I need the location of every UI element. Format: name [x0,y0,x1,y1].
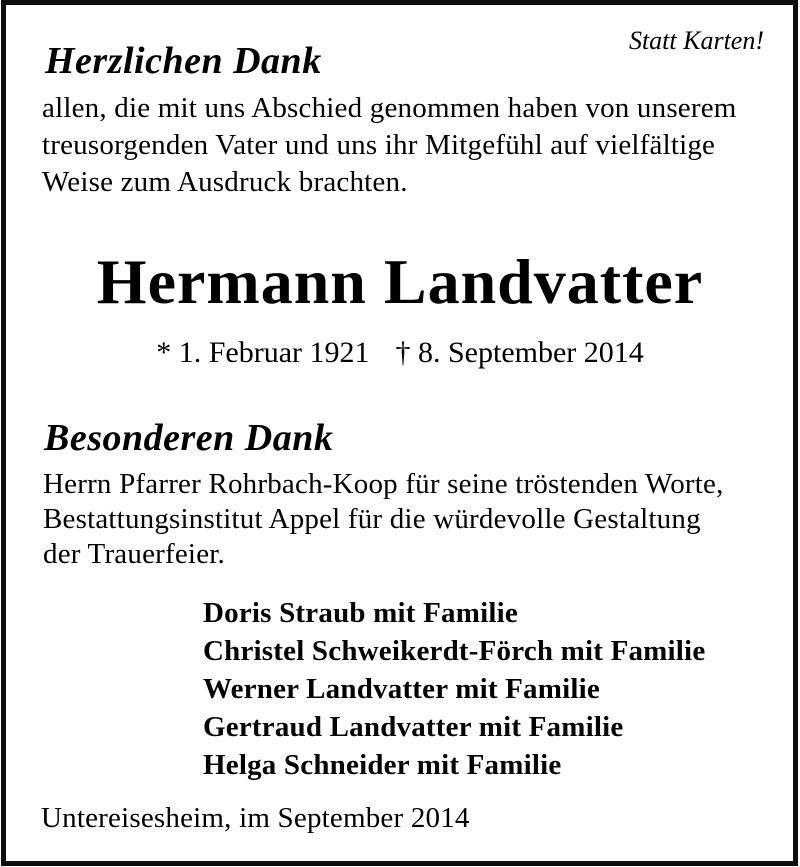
pre-note-statt-karten: Statt Karten! [628,26,764,55]
thanks-heading: Herzlichen Dank [45,40,322,82]
death-date: † 8. September 2014 [395,336,644,369]
special-thanks-line: Bestattungsinstitut Appel für die würdevolle Gestaltung [43,503,701,535]
mourner-item: Helga Schneider mit Familie [203,749,562,781]
birth-date: * 1. Februar 1921 [156,336,370,369]
mourners-list [203,594,705,784]
place-and-date: Untereisesheim, im September 2014 [41,802,470,834]
mourner-item: Doris Straub mit Familie [203,597,518,629]
mourner-item: Christel Schweikerdt-Förch mit Familie [203,635,706,667]
thanks-paragraph-line: allen, die mit uns Abschied genommen haben von unserem [42,92,737,124]
thanks-paragraph-line: Weise zum Ausdruck brachten. [42,166,408,198]
special-thanks-line: Herrn Pfarrer Rohrbach-Koop für seine tröstenden Worte, [43,468,724,500]
special-thanks-heading: Besonderen Dank [44,417,334,459]
deceased-name: Hermann Landvatter [96,246,704,317]
special-thanks-paragraph [43,467,766,572]
life-dates [0,336,800,371]
mourner-item: Werner Landvatter mit Familie [203,673,600,705]
thanks-paragraph-line: treusorgenden Vater und uns ihr Mitgefühl auf vielfältige [42,129,716,161]
thanks-paragraph [42,90,766,201]
mourner-item: Gertraud Landvatter mit Familie [203,711,624,743]
special-thanks-line: der Trauerfeier. [43,538,225,570]
